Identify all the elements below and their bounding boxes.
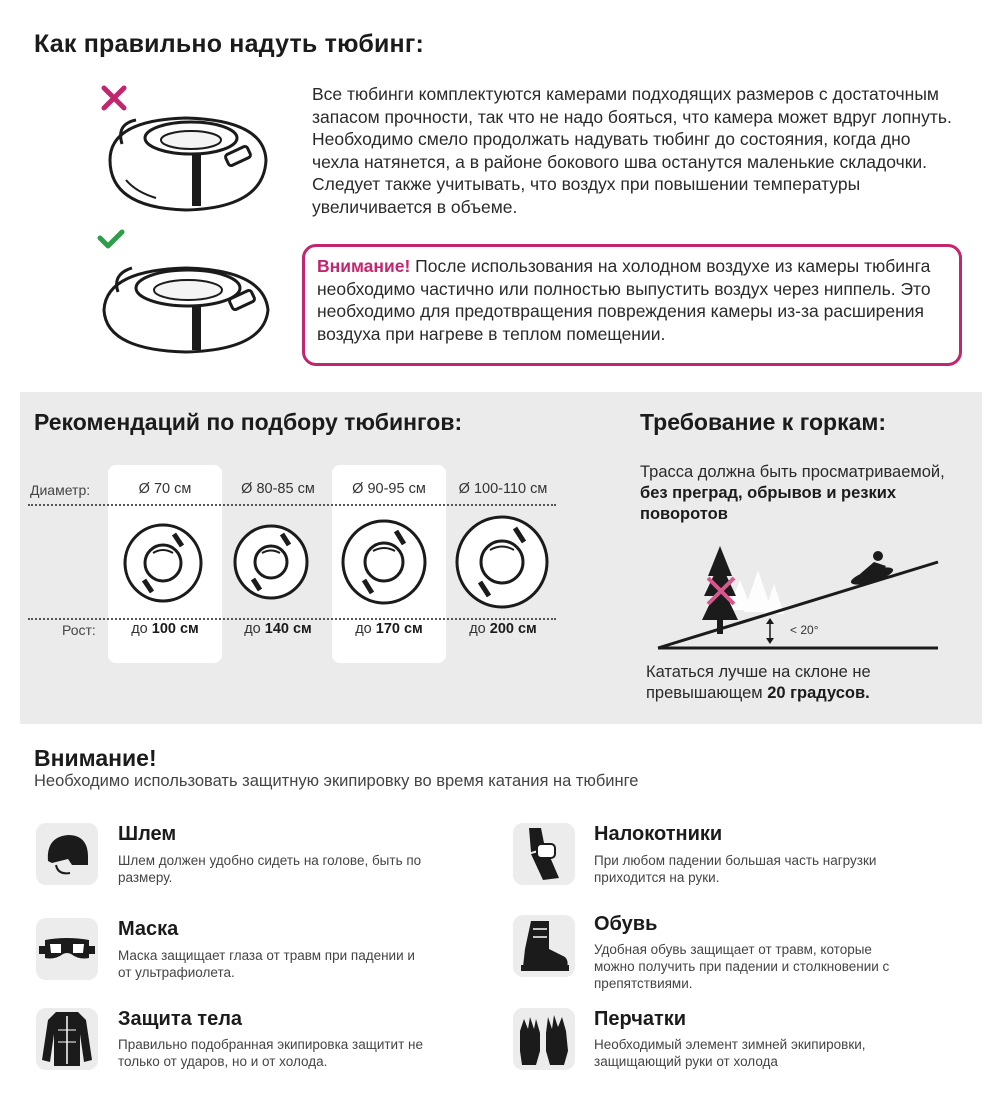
gear-title: Обувь [594,913,658,935]
body-armor-icon [40,1010,94,1068]
slope-illustration [650,540,950,656]
size-height [223,621,333,637]
overinflated-tube-illustration [96,80,276,220]
recommend-title: Рекомендаций по подбору тюбингов: [34,409,463,435]
slopes-text-bold: без преград, обрывов и резких поворотов [640,484,897,523]
height-prefix: до [131,621,152,637]
gear-title: Налокотники [594,823,723,845]
slopes-text [640,462,970,525]
attention-title: Внимание! [34,745,157,771]
tube-size-icon [338,516,430,608]
size-height [334,621,444,637]
size-diameter: Ø 80-85 см [241,481,315,497]
correct-tube-illustration [96,228,276,368]
gear-desc: Маска защищает глаза от травм при падении и от ультрафиолета. [118,948,415,980]
tube-size-icon [231,522,311,602]
gear-title: Перчатки [594,1008,687,1030]
gear-desc: Шлем должен удобно сидеть на голове, быть по размеру. [118,853,422,885]
height-value: 100 см [151,621,199,637]
tube-size-icon [452,512,552,612]
height-value: 140 см [264,621,312,637]
size-diameter: Ø 70 см [138,481,192,497]
attention-subtitle: Необходимо использовать защитную экипировку во время катания на тюбинге [34,772,639,790]
height-value: 170 см [375,621,423,637]
size-height [110,621,220,637]
gear-icon-box [36,1008,98,1070]
gear-icon-box [36,823,98,885]
snowy-trees-icon [728,570,784,614]
inflate-paragraph: Все тюбинги комплектуются камерами подходящих размеров с достаточным запасом прочности, так что не надо бояться, что камера может вдруг лопнуть. Необходимо смело продолжать надувать тюбинг до состояния, когда дно чехла натянется, а в районе бокового шва останутся маленькие складочки. Следует также учитывать, что воздух при повышении температуры увеличивается в объеме. [312,84,952,217]
slope-recommendation [646,662,976,704]
height-prefix: до [469,621,490,637]
size-diameter: Ø 100-110 см [458,481,548,497]
divider [28,504,556,506]
slope-text-plain: Кататься лучше на склоне не превышающем [646,663,871,702]
gear-desc: При любом падении большая часть нагрузки приходится на руки. [594,853,877,885]
height-value: 200 см [489,621,537,637]
gear-icon-box [513,823,575,885]
divider [28,618,556,620]
gear-desc: Правильно подобранная экипировка защитит не только от ударов, но и от холода. [118,1037,423,1069]
gear-desc: Удобная обувь защищает от травм, которые можно получить при падении и столкновении с препятствиями. [594,942,890,991]
gear-title: Маска [118,918,179,940]
gear-icon-box [513,1008,575,1070]
gear-desc: Необходимый элемент зимней экипировки, защищающий руки от холода [594,1037,866,1069]
gear-title: Шлем [118,823,177,845]
elbow-pad-icon [519,826,569,882]
angle-arrow-icon [766,618,774,644]
warning-box [302,244,962,366]
slopes-text-plain: Трасса должна быть просматриваемой, [640,463,945,481]
warning-label: Внимание! [317,256,411,276]
diameter-label: Диаметр: [30,482,91,498]
helmet-icon [42,829,92,879]
check-mark-icon [100,232,122,246]
boot-icon [517,919,571,973]
tube-size-icon [120,520,206,606]
slopes-title: Требование к горкам: [640,409,887,435]
inflate-title: Как правильно надуть тюбинг: [34,30,424,58]
angle-label: < 20° [790,623,819,637]
size-height [448,621,558,637]
size-diameter: Ø 90-95 см [352,481,426,497]
warning-text: После использования на холодном воздухе из камеры тюбинга необходимо частично или полностью выпустить воздух через ниппель. Это необходимо для предотвращения повреждения камеры из-за расширения воздуха при нагреве в теплом помещении. [317,256,931,344]
gear-icon-box [36,918,98,980]
gloves-icon [516,1011,572,1067]
height-label: Рост: [62,622,96,638]
goggles-icon [37,934,97,964]
height-prefix: до [244,621,265,637]
gear-title: Защита тела [118,1008,243,1030]
height-prefix: до [355,621,376,637]
slope-text-bold: 20 градусов. [767,684,870,702]
gear-icon-box [513,915,575,977]
wrong-mark-icon [104,88,124,108]
